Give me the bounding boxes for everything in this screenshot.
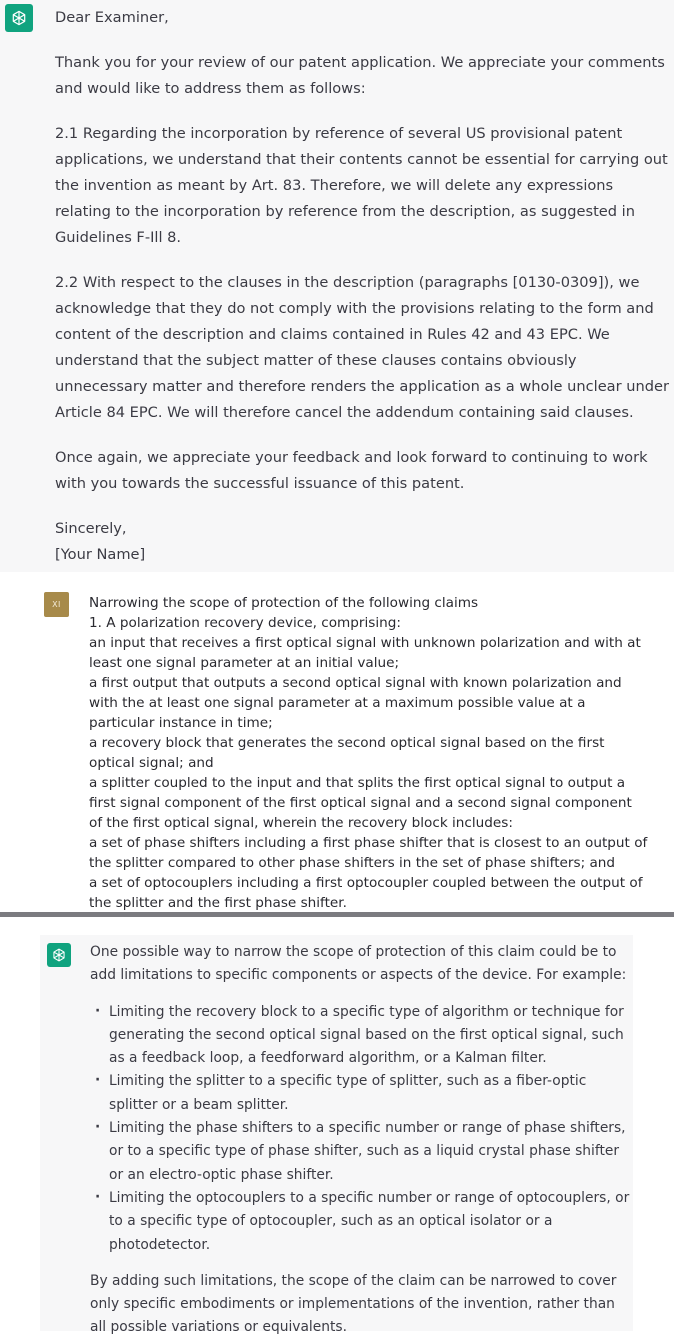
list-item: · Limiting the splitter to a specific type of splitter, such as a fiber-optic splitter or a beam splitter.	[109, 1070, 635, 1117]
user-avatar: XI	[44, 592, 69, 617]
letter-greeting: Dear Examiner,	[55, 9, 169, 26]
letter-intro: Thank you for your review of our patent application. We appreciate your comments and would like to address them as follows:	[55, 54, 665, 97]
openai-logo-icon	[5, 4, 33, 32]
letter-point-2-1: 2.1 Regarding the incorporation by reference of several US provisional patent applications, we understand that their contents cannot be essential for carrying out the invention as meant by Art. 83. Therefore, we will delete any expressions relating to the incorporation by reference from the description, as suggested in Guidelines F-Ill 8.	[55, 125, 668, 246]
assistant-message-reply	[40, 935, 633, 1336]
letter-closing-paragraph: Once again, we appreciate your feedback and look forward to continuing to work with you towards the successful issuance of this patent.	[55, 449, 648, 492]
letter-signature-name: [Your Name]	[55, 546, 146, 563]
assistant-letter-body	[55, 5, 670, 568]
reply-conclusion: By adding such limitations, the scope of the claim can be narrowed to cover only specific embodiments or implementations of the invention, rather than all possible variations or equivalents.	[90, 1272, 617, 1336]
reply-suggestion-list	[90, 1001, 635, 1257]
reply-intro: One possible way to narrow the scope of protection of this claim could be to add limitations to specific components or aspects of the device. For example:	[90, 944, 627, 984]
letter-point-2-2: 2.2 With respect to the clauses in the description (paragraphs [0130-0309]), we acknowledge that they do not comply with the provisions relating to the form and content of the description and claims contained in Rules 42 and 43 EPC. We understand that the subject matter of these clauses contains obviously unnecessary matter and therefore renders the application as a whole unclear under Article 84 EPC. We will therefore cancel the addendum containing said clauses.	[55, 274, 669, 421]
assistant-message-letter	[0, 0, 674, 572]
letter-sign-off: Sincerely,	[55, 520, 127, 537]
list-item: · Limiting the phase shifters to a specific number or range of phase shifters, or to a specific type of phase shifter, such as a liquid crystal phase shifter or an electro-optic phase shifter.	[109, 1117, 635, 1187]
user-prompt-text: Narrowing the scope of protection of the following claims 1. A polarization recovery device, comprising: an input that receives a first optical signal with unknown polarization and with at least one signal parameter at an initial value; a first output that outputs a second optical signal with known polarization and with the at least one signal parameter at a maximum possible value at a particular instance in time; a recovery block that generates the second optical signal based on the first optical signal; and a splitter coupled to the input and that splits the first optical signal to output a first signal component of the first optical signal and a second signal component of the first optical signal, wherein the recovery block includes: a set of phase shifters including a first phase shifter that is closest to an output of the splitter compared to other phase shifters in the set of phase shifters; and a set of optocouplers including a first optocoupler coupled between the output of the splitter and the first phase shifter.	[89, 595, 648, 911]
list-item: · Limiting the recovery block to a specific type of algorithm or technique for generating the second optical signal based on the first optical signal, such as a feedback loop, a feedforward algorithm, or a Kalman filter.	[109, 1001, 635, 1071]
list-item: · Limiting the optocouplers to a specific number or range of optocouplers, or to a specific type of optocoupler, such as an optical isolator or a photodetector.	[109, 1187, 635, 1257]
scroll-divider	[0, 912, 674, 917]
openai-logo-icon	[47, 943, 71, 967]
user-message-prompt	[0, 572, 674, 912]
assistant-reply-body	[90, 941, 635, 1340]
